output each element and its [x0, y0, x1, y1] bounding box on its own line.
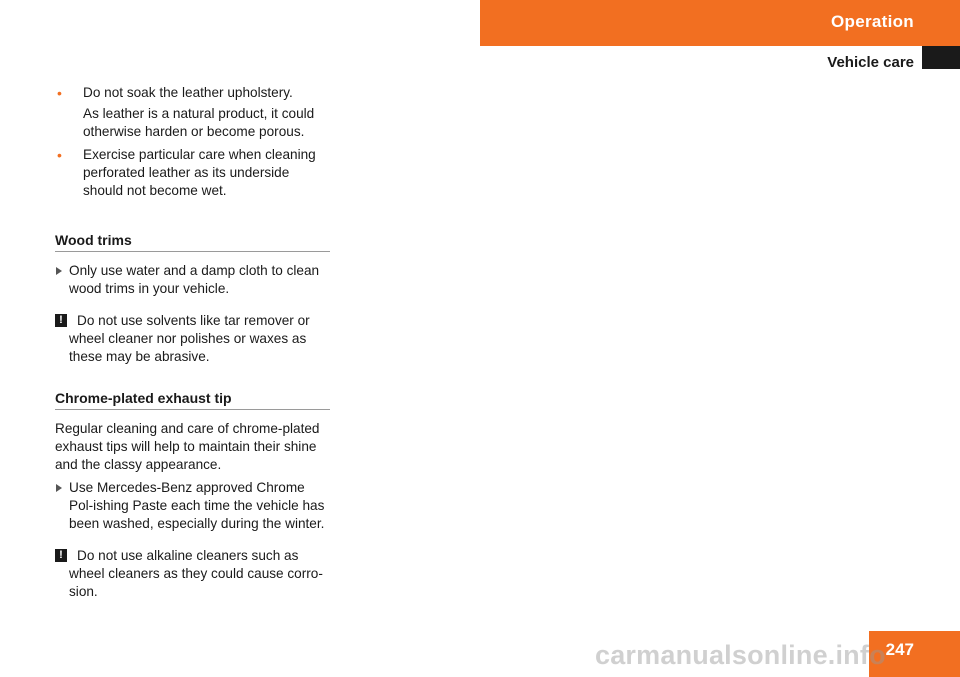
- section-tab-marker: [922, 46, 960, 69]
- bullet-item: [55, 84, 330, 102]
- instruction-step: [55, 262, 330, 298]
- arrow-right-icon: [56, 484, 62, 492]
- warning-text: Do not use solvents like tar remover or wheel cleaner nor polishes or waxes as these may be abrasive.: [69, 313, 310, 364]
- section-title: Operation: [831, 12, 914, 31]
- main-column: [55, 84, 330, 601]
- warning-text: Do not use alkaline cleaners such as wheel cleaners as they could cause corro-sion.: [69, 548, 323, 599]
- chrome-intro: Regular cleaning and care of chrome-plated exhaust tips will help to maintain their shine and the classy appearance.: [55, 421, 320, 472]
- bullet-text: Exercise particular care when cleaning perforated leather as its underside should not become wet.: [83, 147, 316, 198]
- bullet-dot-icon: •: [57, 147, 62, 163]
- step-text: Only use water and a damp cloth to clean wood trims in your vehicle.: [69, 263, 320, 296]
- subsection-title: Vehicle care: [827, 54, 914, 71]
- warning-note: [55, 547, 330, 601]
- heading-wood-trims: Wood trims: [55, 231, 330, 252]
- step-text: Use Mercedes-Benz approved Chrome Pol-ishing Paste each time the vehicle has been washed, especially during the winter.: [69, 480, 325, 531]
- page-number: 247: [885, 640, 914, 659]
- warning-icon: !: [55, 549, 67, 562]
- warning-note: [55, 312, 330, 366]
- arrow-right-icon: [56, 267, 62, 275]
- instruction-step: [55, 479, 330, 533]
- bullet-item: [55, 146, 330, 200]
- watermark: carmanualsonline.info: [595, 640, 886, 670]
- bullet-dot-icon: •: [57, 85, 62, 101]
- warning-icon: !: [55, 314, 67, 327]
- bullet-detail: As leather is a natural product, it could otherwise harden or become porous.: [83, 106, 315, 139]
- heading-chrome-exhaust: Chrome-plated exhaust tip: [55, 389, 330, 410]
- bullet-text: Do not soak the leather upholstery.: [83, 85, 293, 100]
